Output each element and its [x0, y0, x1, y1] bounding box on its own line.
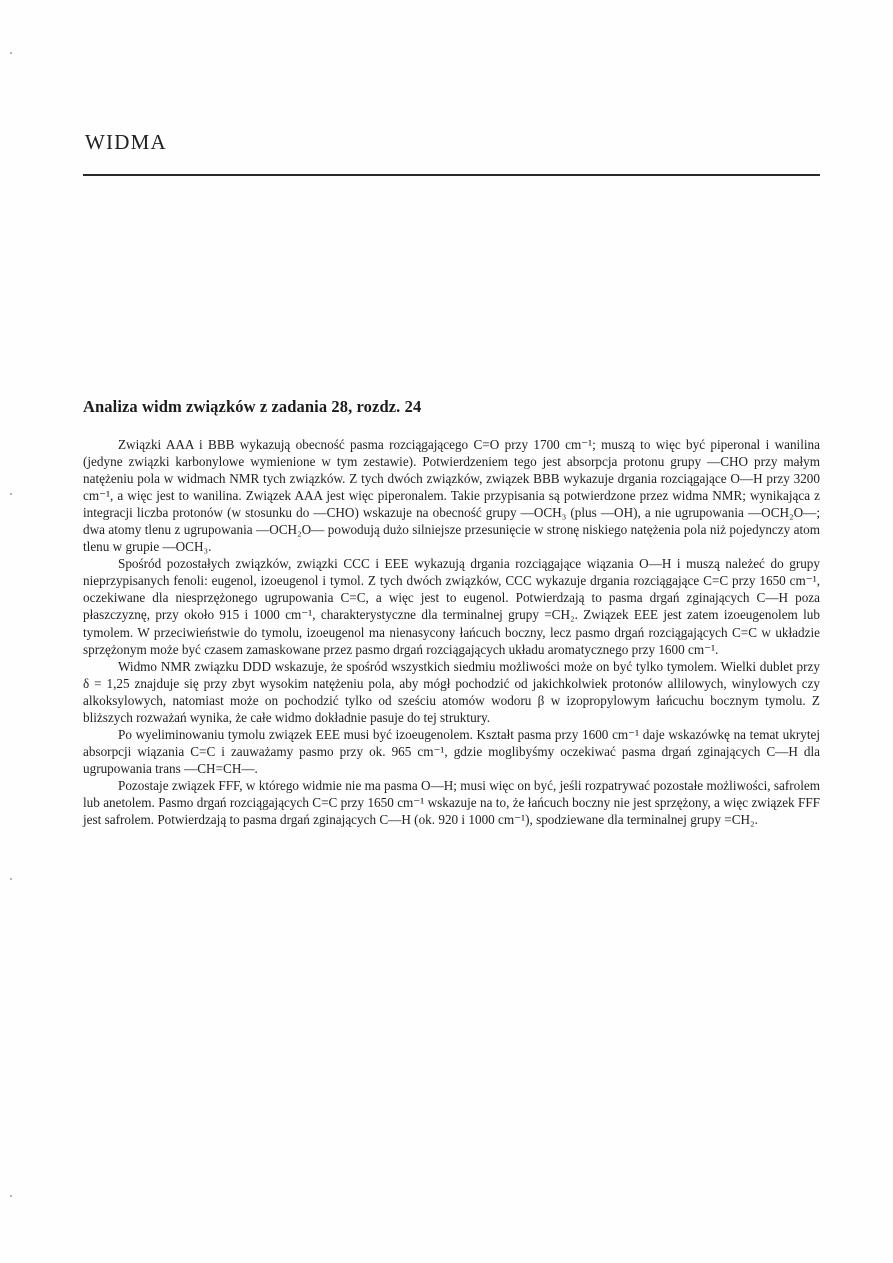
paragraph-5: Pozostaje związek FFF, w którego widmie nie ma pasma O—H; musi więc on być, jeśli rozpatrywać pozostałe możliwości, safrolem lub anetolem. Pasmo drgań rozciągających C=C przy 1650 cm⁻¹ wskazuje na to, że łańcuch boczny nie jest sprzężony, a więc związek FFF jest safrolem. Potwierdzają to pasma drgań zginających C—H (ok. 920 i 1000 cm⁻¹), spodziewane dla terminalnej grupy =CH₂.	[83, 777, 820, 828]
paragraph-1: Związki AAA i BBB wykazują obecność pasma rozciągającego C=O przy 1700 cm⁻¹; muszą to więc być piperonal i wanilina (jedyne związki karbonylowe wymienione w tym zestawie). Potwierdzeniem tego jest absorpcja protonu grupy —CHO przy małym natężeniu pola w widmach NMR tych związków. Z tych dwóch związków, związek BBB wykazuje drgania rozciągające O—H przy 3200 cm⁻¹, a więc jest to wanilina. Związek AAA jest więc piperonalem. Takie przypisania są potwierdzone przez widma NMR; wynikająca z integracji liczba protonów (w stosunku do —CHO) wskazuje na obecność grupy —OCH₃ (plus —OH), a nie ugrupowania —OCH₂O—; dwa atomy tlenu z ugrupowania —OCH₂O— powodują dużo silniejsze przesunięcie w stronę niskiego natężenia pola niż pojedynczy atom tlenu w grupie —OCH₃.	[83, 437, 820, 555]
paragraph-2: Spośród pozostałych związków, związki CCC i EEE wykazują drgania rozciągające wiązania O—H i muszą należeć do grupy nieprzypisanych fenoli: eugenol, izoeugenol i tymol. Z tych dwóch związków, CCC wykazuje drgania rozciągające C=C przy 1650 cm⁻¹, oczekiwane dla niesprzężonego ugrupowania C=C, a więc jest to eugenol. Potwierdzają to pasma drgań zginających C—H poza płaszczyznę, przy około 915 i 1000 cm⁻¹, charakterystyczne dla terminalnej grupy =CH₂. Związek EEE jest zatem izoeugenolem lub tymolem. W przeciwieństwie do tymolu, izoeugenol ma nienasycony łańcuch boczny, lecz pasmo drgań rozciągających C=C w układzie sprzężonym może być czasem zamaskowane przez pasmo drgań rozciągających układu aromatycznego przy 1600 cm⁻¹.	[83, 556, 820, 657]
section-heading: Analiza widm związków z zadania 28, rozdz. 24	[83, 397, 422, 416]
scan-mark	[10, 1195, 12, 1197]
title-divider	[83, 174, 820, 176]
scan-mark	[10, 878, 12, 880]
chapter-title: WIDMA	[85, 130, 167, 154]
scan-mark	[10, 52, 12, 54]
scan-mark	[10, 493, 12, 495]
paragraph-4: Po wyeliminowaniu tymolu związek EEE musi być izoeugenolem. Kształt pasma przy 1600 cm⁻¹ daje wskazówkę na temat ukrytej absorpcji wiązania C=C i zauważamy pasmo przy ok. 965 cm⁻¹, gdzie moglibyśmy oczekiwać pasma drgań zginających C—H dla ugrupowania trans —CH=CH—.	[83, 726, 820, 776]
body-text	[83, 436, 820, 828]
paragraph-3: Widmo NMR związku DDD wskazuje, że spośród wszystkich siedmiu możliwości może on być tylko tymolem. Wielki dublet przy δ = 1,25 znajduje się przy zbyt wysokim natężeniu pola, aby mógł pochodzić od jakichkolwiek protonów allilowych, winylowych czy alkoksylowych, natomiast może on pochodzić tylko od sześciu atomów wodoru β w izopropylowym łańcuchu bocznym tymolu. Z bliższych rozważań wynika, że całe widmo dokładnie pasuje do tej struktury.	[83, 658, 820, 725]
